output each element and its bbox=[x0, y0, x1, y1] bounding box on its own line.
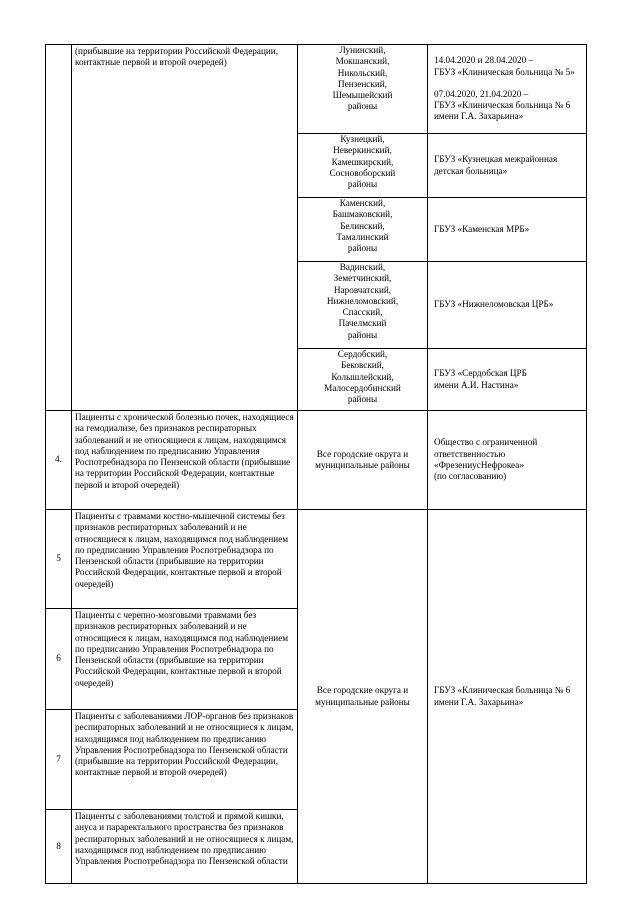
table-row bbox=[46, 510, 587, 609]
districts-cell: Лунинский, Мокшанский, Никольский, Пензенский, Шемышейский районы bbox=[298, 45, 428, 134]
districts-cell: Кузнецкий, Неверкинский, Камешкирский, Сосновоборский районы bbox=[298, 134, 428, 198]
row-number-cell bbox=[46, 45, 72, 411]
patients-cell: Пациенты с травмами костно-мышечной системы без признаков респираторных заболеваний и не относящиеся к лицам, находящимся под наблюдением по предписанию Управления Роспотребнадзора по Пензенской области (прибывшие на территории Российской Федерации, контактные первой и второй очередей) bbox=[72, 510, 298, 609]
patients-cell: (прибывшие на территории Российской Федерации, контактные первой и второй очередей) bbox=[72, 45, 298, 411]
organization-cell: ГБУЗ «Нижнеломовская ЦРБ» bbox=[428, 262, 587, 349]
table-row bbox=[46, 45, 587, 134]
row-number-cell: 5 bbox=[46, 510, 72, 609]
row-number-cell: 8 bbox=[46, 810, 72, 884]
patients-cell: Пациенты с черепно-мозговыми травмами без признаков респираторных заболеваний и не относящиеся к лицам, находящимся под наблюдением по предписанию Управления Роспотребнадзора по Пензенской области (прибывшие на территории Российской Федерации, контактные первой и второй очередей) bbox=[72, 609, 298, 710]
organization-text: 14.04.2020 и 28.04.2020 – ГБУЗ «Клиническая больница № 5» bbox=[434, 55, 575, 77]
row-number-cell: 6 bbox=[46, 609, 72, 710]
organization-cell: Общество с ограниченной ответственностью «ФрезениусНефрокеа» (по согласованию) bbox=[428, 411, 587, 510]
districts-cell: Все городские округа и муниципальные районы bbox=[298, 411, 428, 510]
patients-cell: Пациенты с заболеваниями ЛОР-органов без признаков респираторных заболеваний и не относящиеся к лицам, находящимся под наблюдением по предписанию Управления Роспотребнадзора по Пензенской области (прибывшие на территории Российской Федерации, контактные первой и второй очередей) bbox=[72, 710, 298, 810]
organization-cell: ГБУЗ «Кузнецкая межрайонная детская больница» bbox=[428, 134, 587, 198]
districts-cell: Каменский, Башмаковский, Белинский, Тамалинский районы bbox=[298, 198, 428, 262]
hospital-assignment-table bbox=[45, 44, 587, 884]
organization-cell: ГБУЗ «Клиническая больница № 6 имени Г.А. Захарьина» bbox=[428, 510, 587, 884]
districts-cell: Все городские округа и муниципальные районы bbox=[298, 510, 428, 884]
table-row bbox=[46, 411, 587, 510]
organization-text: 07.04.2020, 21.04.2020 – ГБУЗ «Клиническая больница № 6 имени Г.А. Захарьина» bbox=[434, 88, 571, 122]
organization-cell: ГБУЗ «Каменская МРБ» bbox=[428, 198, 587, 262]
row-number-cell: 4. bbox=[46, 411, 72, 510]
row-number-cell: 7 bbox=[46, 710, 72, 810]
patients-cell: Пациенты с заболеваниями толстой и прямой кишки, ануса и параректального пространства без признаков респираторных заболеваний и не относящиеся к лицам, находящимся под наблюдением по предписанию Управления Роспотребнадзора по Пензенской области bbox=[72, 810, 298, 884]
patients-cell: Пациенты с хронической болезнью почек, находящиеся на гемодиализе, без признаков респираторных заболеваний и не относящиеся к лицам, находящимся под наблюдением по предписанию Управления Роспотребнадзора по Пензенской области (прибывшие на территории Российской Федерации, контактные первой и второй очередей) bbox=[72, 411, 298, 510]
organization-cell bbox=[428, 45, 587, 134]
districts-cell: Сердобский, Бековский, Колышлейский, Малосердобинский районы bbox=[298, 349, 428, 411]
organization-cell: ГБУЗ «Сердобская ЦРБ имени А.И. Настина» bbox=[428, 349, 587, 411]
districts-cell: Вадинский, Земетчинский, Наровчатский, Нижнеломовский, Спасский, Пачелмский районы bbox=[298, 262, 428, 349]
